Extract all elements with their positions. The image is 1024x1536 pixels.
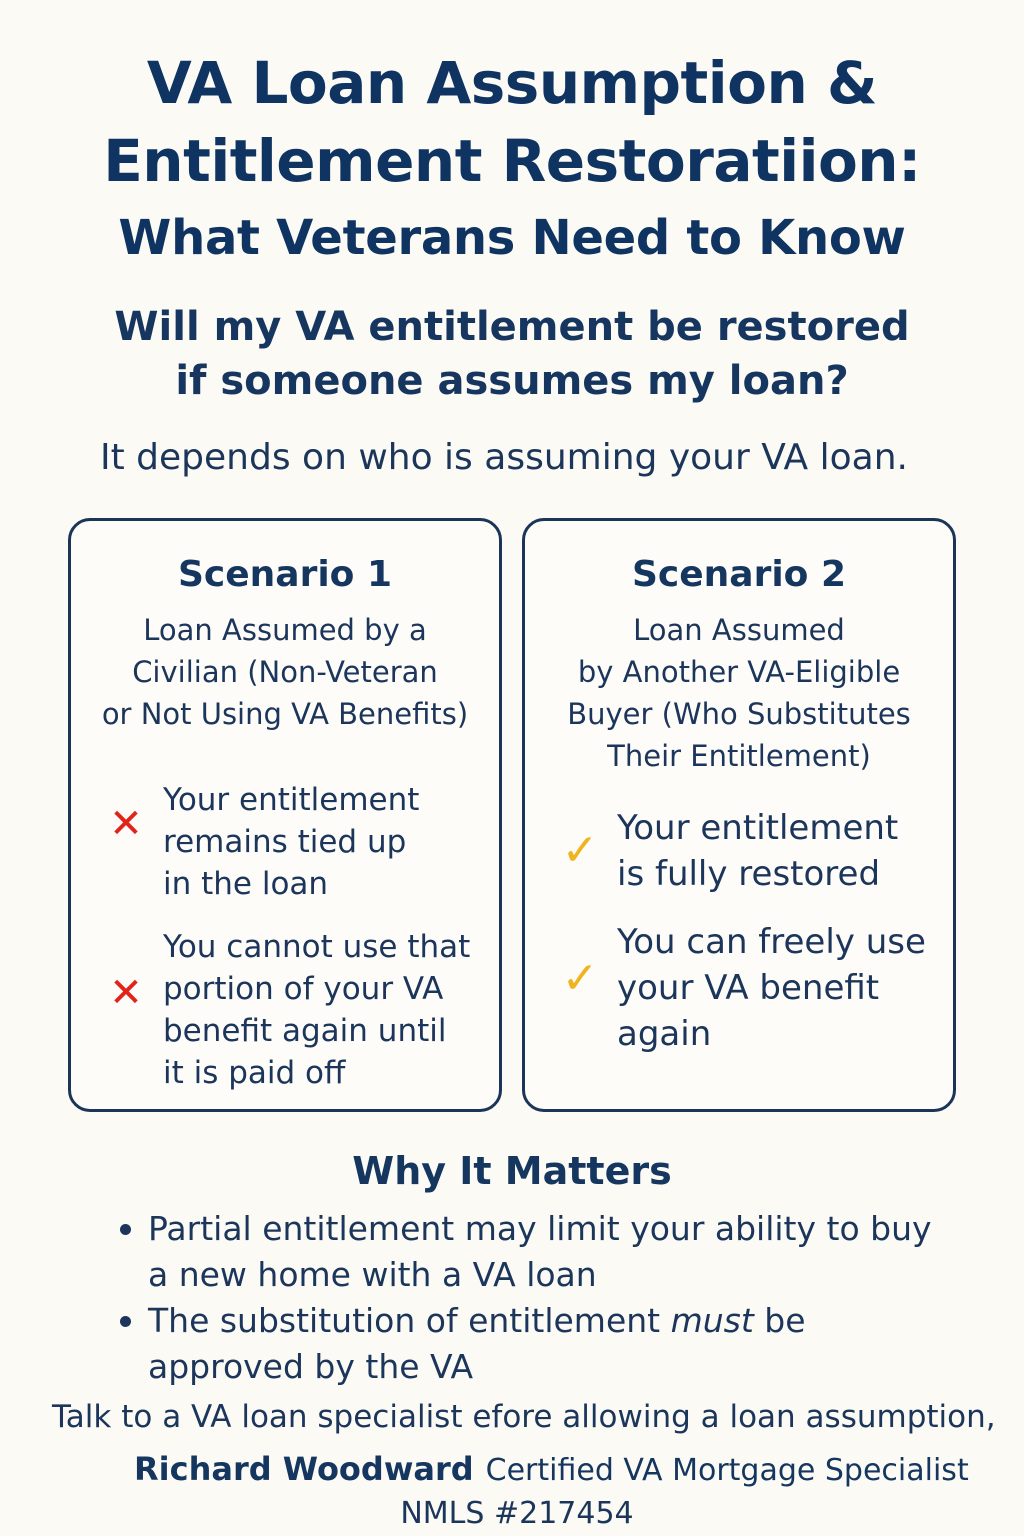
check-icon: ✓ [561,825,599,876]
bullet-dot-icon [120,1316,131,1327]
title-line-2: Entitlement Restoratiion: [103,127,921,195]
bullet-line: approved by the VA [148,1347,474,1386]
question-heading [0,300,1024,408]
item-text [163,779,489,905]
why-bullet-list [118,1206,978,1390]
item-line: Your entitlement [617,808,899,848]
call-to-action: Talk to a VA loan specialist efore allowing a loan assumption, [52,1399,996,1435]
item-line: You can freely use [617,922,926,962]
scenario-title: Scenario 1 [177,554,392,595]
question-line-2: if someone assumes my loan? [175,358,849,404]
list-item [118,1206,978,1298]
subtitle-line: Buyer (Who Substitutes [567,697,911,731]
title-line-1: VA Loan Assumption & [146,49,878,117]
scenario-title: Scenario 2 [631,554,846,595]
x-icon: ✕ [109,970,143,1016]
bullet-text: be [753,1301,806,1340]
author-role: Certified VA Mortgage Specialist [485,1453,969,1488]
subtitle-line: or Not Using VA Benefits) [101,697,469,731]
subtitle-line: Loan Assumed [633,613,845,647]
bullet-emphasis: must [670,1301,754,1340]
scenario-subtitle [81,609,489,735]
item-line: You cannot use that [163,929,471,965]
item-line: remains tied up [163,824,407,860]
subtitle-line: by Another VA-Eligible [577,655,901,689]
bullet-line [148,1298,978,1344]
bullet-line: a new home with a VA loan [148,1255,597,1294]
item-line: in the loan [163,866,329,902]
item-line: it is paid off [163,1055,346,1091]
item-line: is fully restored [617,854,881,894]
nmls-number: NMLS #217454 [400,1496,634,1531]
item-line: benefit again until [163,1013,447,1049]
subtitle-line: Loan Assumed by a [143,613,427,647]
bullet-dot-icon [120,1224,131,1235]
why-it-matters-heading: Why It Matters [352,1149,672,1193]
item-text [617,805,943,897]
item-line: portion of your VA [163,971,444,1007]
check-icon: ✓ [561,953,599,1004]
author-name: Richard Woodward [134,1450,474,1488]
title-line-3: What Veterans Need to Know [118,210,906,266]
scenario-2-card [522,518,956,1112]
item-line: Your entitlement [163,782,420,818]
item-line: your VA benefit [617,968,880,1008]
item-text [163,926,489,1094]
signature [134,1450,969,1488]
question-line-1: Will my VA entitlement be restored [114,304,910,350]
answer-text: It depends on who is assuming your VA loan. [100,437,908,478]
page-title [0,44,1024,276]
scenario-subtitle [535,609,943,777]
list-item [118,1298,978,1390]
subtitle-line: Civilian (Non-Veteran [132,655,438,689]
scenario-1-card [68,518,502,1112]
subtitle-line: Their Entitlement) [607,739,871,773]
x-icon: ✕ [109,801,143,847]
item-line: again [617,1014,712,1054]
item-text [617,919,943,1057]
bullet-line: Partial entitlement may limit your ability to buy [148,1209,932,1248]
bullet-text: The substitution of entitlement [148,1301,671,1340]
